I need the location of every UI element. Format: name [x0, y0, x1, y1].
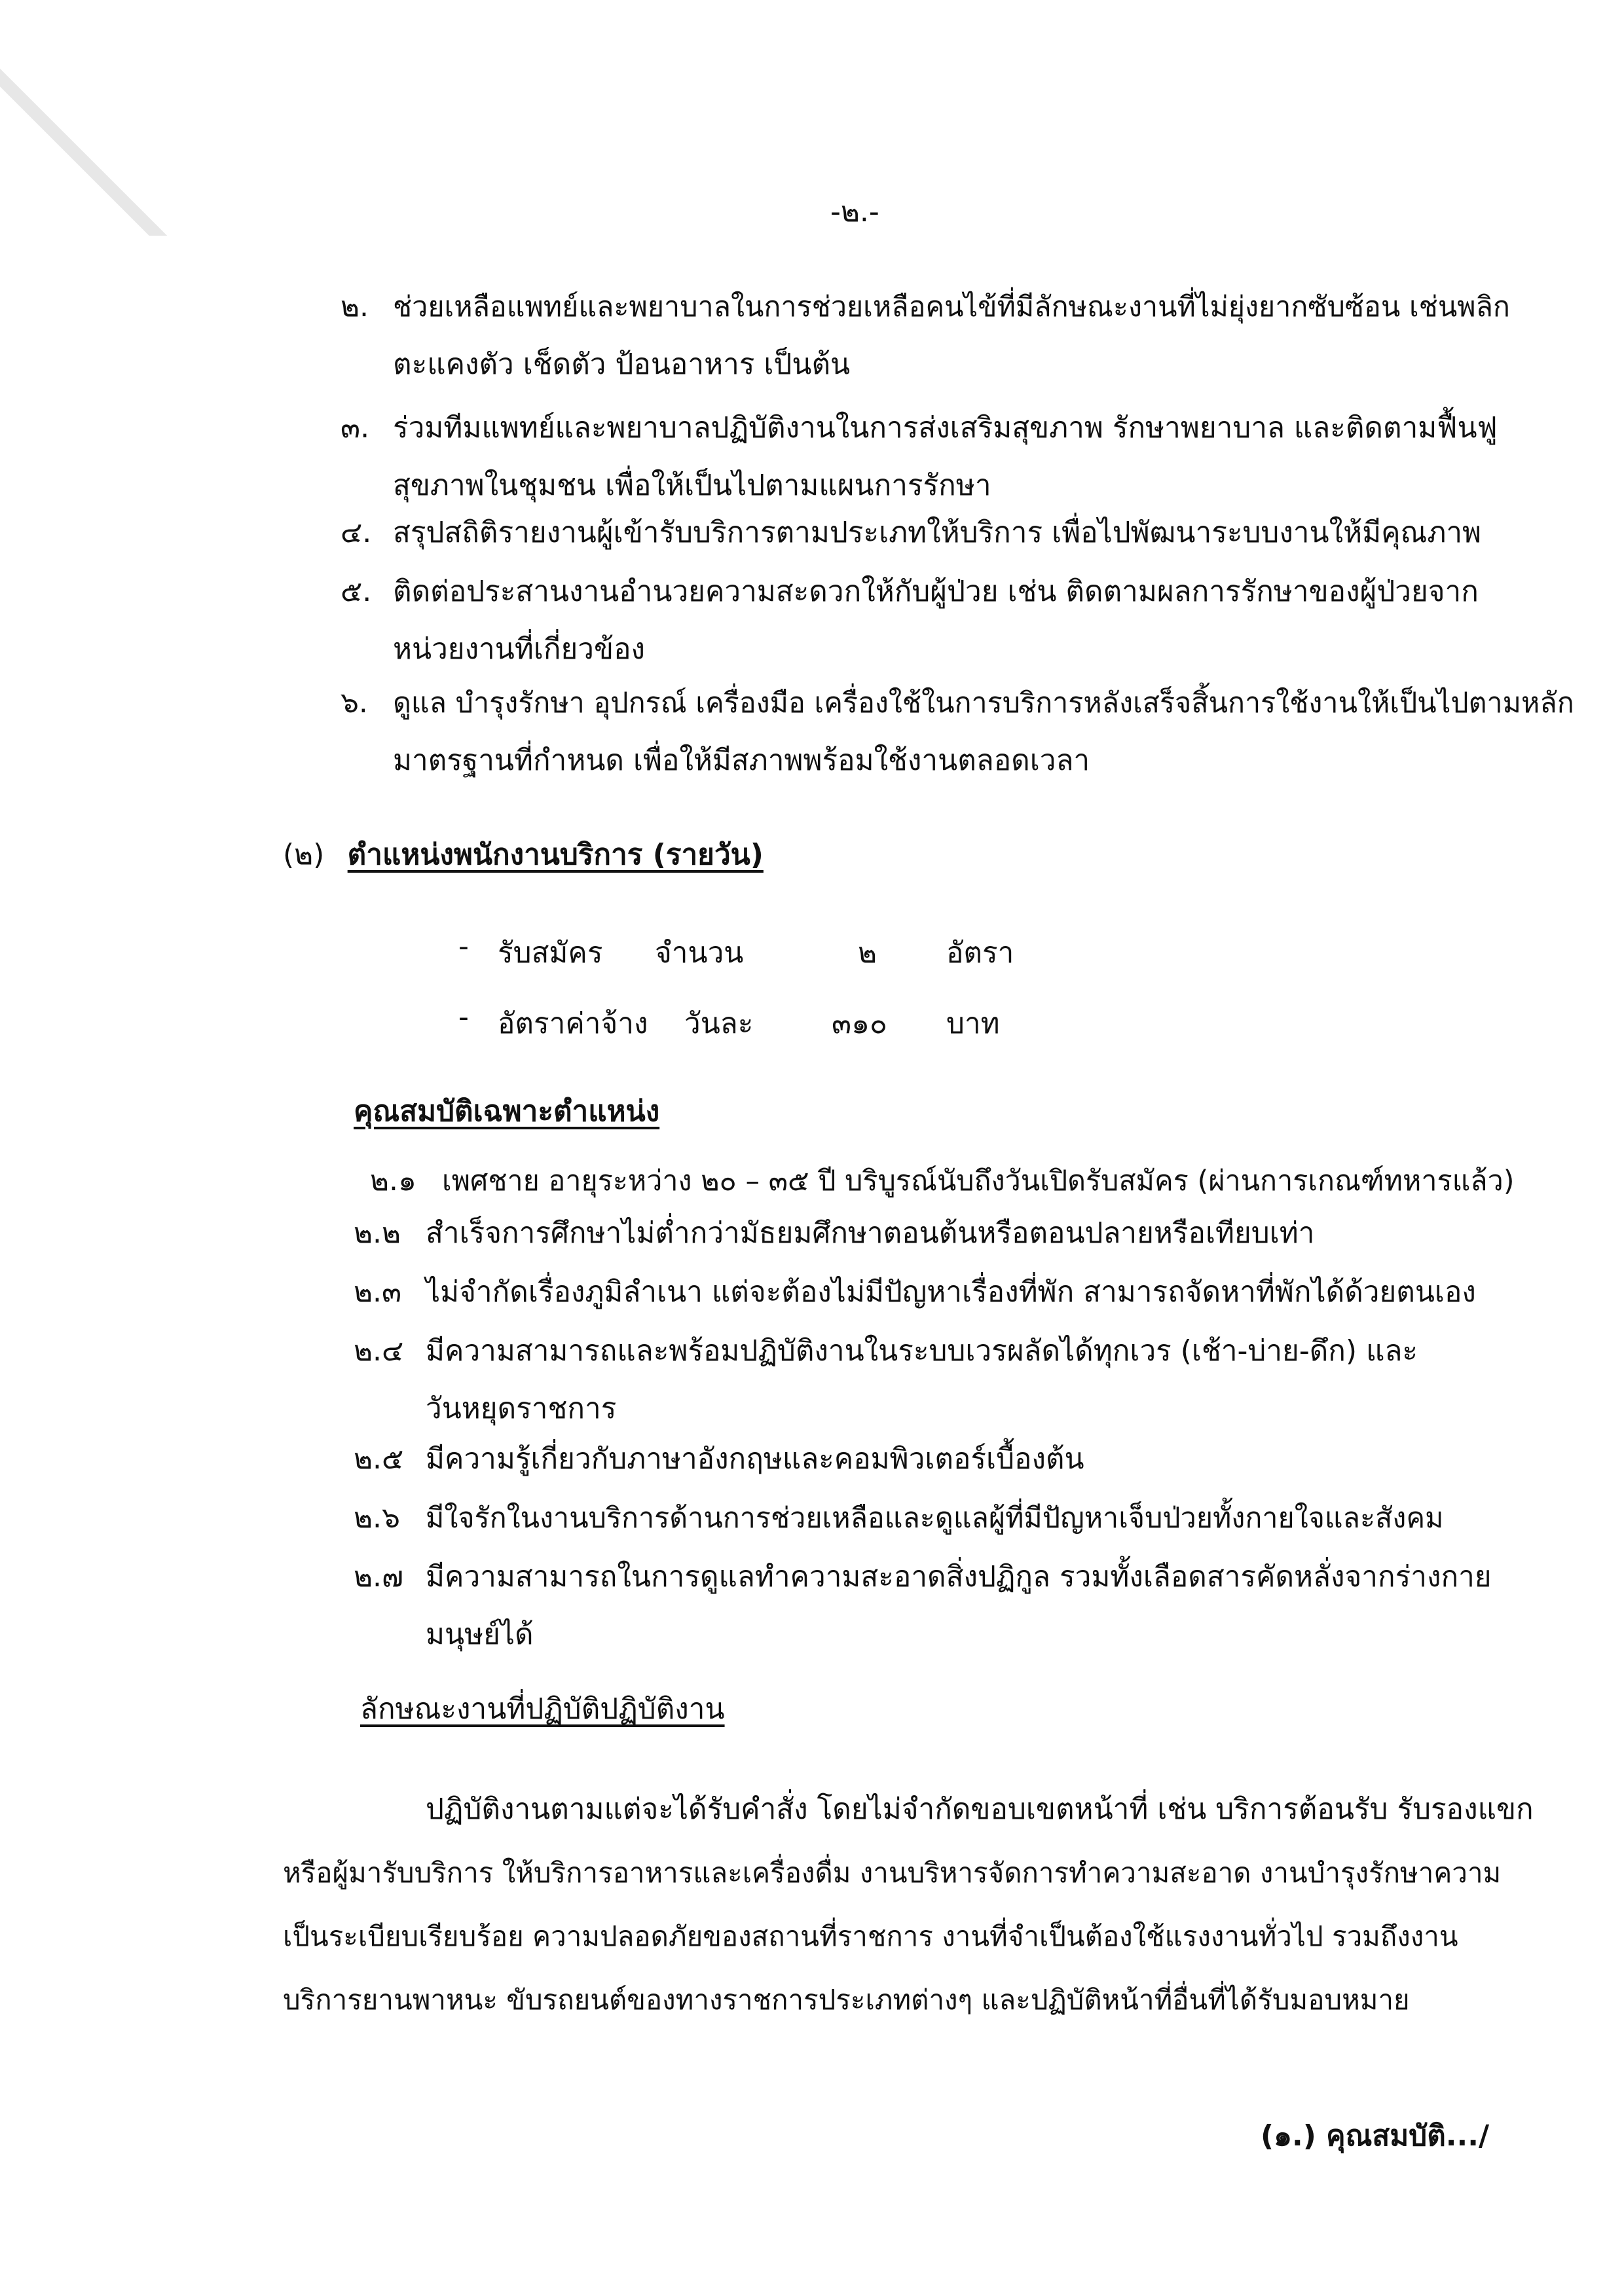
detail-label: รับสมัคร	[498, 936, 603, 970]
work-nature-paragraph	[283, 1777, 1534, 2032]
position-title: ตำแหน่งพนักงานบริการ (รายวัน)	[347, 838, 764, 871]
paragraph-line: เป็นระเบียบเรียบร้อย ความปลอดภัยของสถานที่ราชการ งานที่จำเป็นต้องใช้แรงงานทั่วไป รวมถึงงาน	[283, 1920, 1458, 1952]
duty-text-line: ช่วยเหลือแพทย์และพยาบาลในการช่วยเหลือคนไข้ที่มีลักษณะงานที่ไม่ยุ่งยากซับซ้อน เช่นพลิก	[393, 291, 1510, 323]
position-heading	[283, 831, 764, 877]
detail-unit-label: จำนวน	[655, 936, 744, 970]
qualification-number: ๒.๓	[354, 1275, 402, 1309]
qualification-number: ๒.๗	[354, 1560, 404, 1594]
detail-value: ๓๑๐	[832, 1007, 887, 1040]
duty-number: ๖.	[341, 686, 368, 720]
duty-text-line: ติดต่อประสานงานอำนวยความสะดวกให้กับผู้ป่วย เช่น ติดตามผลการรักษาของผู้ป่วยจาก	[393, 575, 1479, 608]
detail-unit-label: วันละ	[684, 1007, 754, 1040]
detail-dash: -	[458, 930, 469, 963]
detail-label: อัตราค่าจ้าง	[498, 1007, 648, 1040]
duty-text-line: มาตรฐานที่กำหนด เพื่อให้มีสภาพพร้อมใช้งานตลอดเวลา	[393, 744, 1090, 777]
qualification-text: มีความรู้เกี่ยวกับภาษาอังกฤษและคอมพิวเตอร์เบื้องต้น	[426, 1442, 1084, 1476]
qualification-text: สำเร็จการศึกษาไม่ต่ำกว่ามัธยมศึกษาตอนต้นหรือตอนปลายหรือเทียบเท่า	[426, 1216, 1315, 1250]
qualification-text: มีความสามารถในการดูแลทำความสะอาดสิ่งปฏิกูล รวมทั้งเลือดสารคัดหลั่งจากร่างกาย	[426, 1560, 1492, 1594]
qualification-text: มนุษย์ได้	[426, 1618, 534, 1651]
duty-text-line: ดูแล บำรุงรักษา อุปกรณ์ เครื่องมือ เครื่องใช้ในการบริการหลังเสร็จสิ้นการใช้งานให้เป็นไปตามหลัก	[393, 687, 1574, 720]
duty-text-line: หน่วยงานที่เกี่ยวข้อง	[393, 632, 645, 666]
duty-text-line: ตะแคงตัว เช็ดตัว ป้อนอาหาร เป็นต้น	[393, 348, 851, 381]
paragraph-line: บริการยานพาหนะ ขับรถยนต์ของทางราชการประเภทต่างๆ และปฏิบัติหน้าที่อื่นที่ได้รับมอบหมาย	[283, 1984, 1410, 2016]
paragraph-line: หรือผู้มารับบริการ ให้บริการอาหารและเครื่องดื่ม งานบริหารจัดการทำความสะอาด งานบำรุงรักษาความ	[283, 1857, 1502, 1889]
qualification-text: มีใจรักในงานบริการด้านการช่วยเหลือและดูแลผู้ที่มีปัญหาเจ็บป่วยทั้งกายใจและสังคม	[426, 1502, 1444, 1535]
detail-value: ๒	[858, 936, 877, 970]
qualification-text: วันหยุดราชการ	[426, 1392, 617, 1425]
qualification-number: ๒.๔	[354, 1334, 404, 1368]
duty-text-line: สุขภาพในชุมชน เพื่อให้เป็นไปตามแผนการรักษา	[393, 469, 991, 502]
duty-number: ๔.	[341, 516, 372, 549]
position-number: (๒)	[283, 838, 325, 871]
detail-unit: อัตรา	[946, 936, 1014, 970]
qualification-number: ๒.๒	[354, 1216, 401, 1250]
qualification-text: เพศชาย อายุระหว่าง ๒๐ – ๓๕ ปี บริบูรณ์นับถึงวันเปิดรับสมัคร (ผ่านการเกณฑ์ทหารแล้ว)	[442, 1165, 1515, 1197]
duty-number: ๓.	[341, 411, 370, 445]
page-number: -๒.-	[830, 195, 879, 228]
qualification-text: ไม่จำกัดเรื่องภูมิลำเนา แต่จะต้องไม่มีปัญหาเรื่องที่พัก สามารถจัดหาที่พักได้ด้วยตนเอง	[426, 1275, 1476, 1309]
qualifications-heading: คุณสมบัติเฉพาะตำแหน่ง	[354, 1095, 660, 1128]
work-nature-heading: ลักษณะงานที่ปฏิบัติปฏิบัติงาน	[360, 1692, 725, 1726]
paragraph-line: ปฏิบัติงานตามแต่จะได้รับคำสั่ง โดยไม่จำกัดขอบเขตหน้าที่ เช่น บริการต้อนรับ รับรองแขก	[426, 1793, 1534, 1826]
qualification-number: ๒.๑	[370, 1164, 416, 1197]
qualification-number: ๒.๕	[354, 1442, 404, 1476]
qualification-text: มีความสามารถและพร้อมปฏิบัติงานในระบบเวรผลัดได้ทุกเวร (เช้า-บ่าย-ดึก) และ	[426, 1334, 1418, 1368]
duty-text-line: ร่วมทีมแพทย์และพยาบาลปฏิบัติงานในการส่งเสริมสุขภาพ รักษาพยาบาล และติดตามฟื้นฟู	[393, 411, 1498, 445]
duty-number: ๒.	[341, 290, 369, 323]
detail-unit: บาท	[946, 1007, 1000, 1040]
duty-text-line: สรุปสถิติรายงานผู้เข้ารับบริการตามประเภทให้บริการ เพื่อไปพัฒนาระบบงานให้มีคุณภาพ	[393, 516, 1482, 549]
duty-number: ๕.	[341, 575, 372, 608]
page-corner-fold	[0, 0, 216, 236]
detail-dash: -	[458, 1000, 469, 1034]
qualification-number: ๒.๖	[354, 1501, 400, 1535]
continuation-note: (๑.) คุณสมบัติ.../	[1261, 2119, 1490, 2153]
